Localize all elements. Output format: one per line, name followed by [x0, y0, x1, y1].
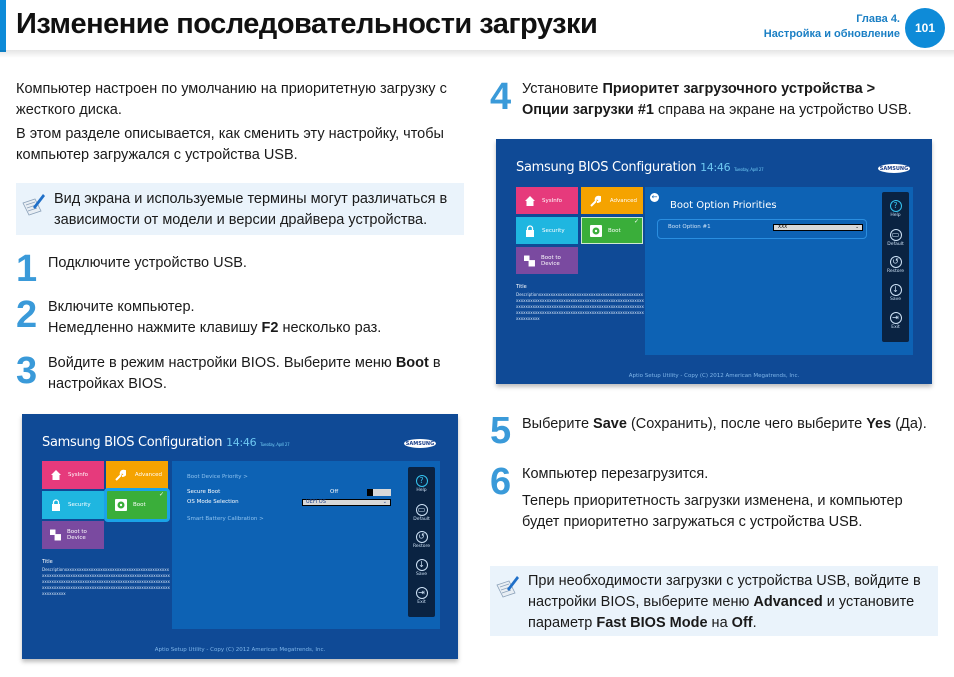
- boot-device-priority-link[interactable]: Boot Device Priority >: [187, 474, 248, 480]
- bios-description: Title Descriptionxxxxxxxxxxxxxxxxxxxxxxxxxxxxxxxxxxxxxxxxxxxxxxxxxxxxxxxxxxxxxxxxxxxxxxxxxxxxxxxxxxxxxxxxxxxxxxxxxxxxxxxxxxxxxxxxxxxxxxxxxxxxxxxxxxxxxxxxxxxxxxxxxxxxxxxxxxxxxxxxxxxxxxxxxxxxxxxxxxxxxxxxxxxxxxxxxxxxxxxxxxxxxxxxxxxxxxxx: [42, 559, 170, 596]
- bios-tile-security[interactable]: Security: [42, 491, 104, 519]
- boot-option-1-select[interactable]: XXX ⌄: [773, 224, 863, 231]
- bios-save-button[interactable]: ↓ Save: [415, 560, 428, 577]
- step-3-text: Войдите в режим настройки BIOS. Выберите меню Boot в настройках BIOS.: [48, 355, 441, 392]
- note-text: При необходимости загрузки с устройства USB, войдите в настройки BIOS, выберите меню Advanced и установите параметр Fast BIOS Mode на Off.: [528, 573, 921, 631]
- bios-tile-advanced[interactable]: Advanced: [581, 187, 643, 214]
- secure-boot-toggle[interactable]: [367, 489, 391, 496]
- chapter-title: Настройка и обновление: [763, 28, 900, 40]
- smart-battery-link[interactable]: Smart Battery Calibration >: [187, 516, 264, 522]
- bios-help-button[interactable]: ? Help: [416, 476, 427, 493]
- checkmark-icon: ✓: [158, 491, 164, 498]
- step-number: 5: [490, 410, 512, 452]
- back-arrow-icon[interactable]: ←: [651, 193, 658, 201]
- os-mode-label: OS Mode Selection: [187, 499, 239, 505]
- wrench-icon: [114, 469, 126, 481]
- boot-option-1-row[interactable]: [657, 219, 867, 239]
- save-icon: ↓: [890, 284, 902, 296]
- bios-default-button[interactable]: ▭ Default: [413, 505, 430, 522]
- bios-main-panel: [172, 461, 440, 629]
- secure-boot-value: Off: [330, 489, 339, 495]
- bios-help-button[interactable]: ? Help: [890, 201, 901, 218]
- bios-tile-advanced[interactable]: Advanced: [106, 461, 168, 489]
- step-number: 2: [16, 294, 38, 336]
- chapter-label: [764, 12, 900, 42]
- help-icon: ?: [416, 475, 428, 487]
- default-icon: ▭: [890, 229, 902, 241]
- bios-exit-button[interactable]: ⇥ Exit: [891, 313, 900, 330]
- restore-icon: ↺: [416, 531, 428, 543]
- checkmark-icon: ✓: [633, 218, 639, 225]
- device-icon: [524, 255, 535, 267]
- note-text: Вид экрана и используемые термины могут различаться в зависимости от модели и версии драйвера устройства.: [54, 191, 448, 228]
- chevron-down-icon: ⌄: [382, 499, 387, 505]
- bios-screenshot-boot: [22, 414, 458, 659]
- intro-paragraph-2: В этом разделе описывается, как сменить эту настройку, чтобы компьютер загружался с устройства USB.: [16, 126, 444, 163]
- bios-tile-sysinfo[interactable]: SysInfo: [42, 461, 104, 489]
- home-icon: [50, 469, 62, 481]
- step-number: 3: [16, 350, 38, 392]
- page-title: Изменение последовательности загрузки: [16, 8, 598, 40]
- bios-tile-security[interactable]: Security: [516, 217, 578, 244]
- help-icon: ?: [890, 200, 902, 212]
- lock-icon: [524, 225, 536, 237]
- disk-icon: [590, 225, 602, 237]
- secure-boot-label: Secure Boot: [187, 489, 221, 495]
- chapter-number: Глава 4.: [856, 13, 900, 25]
- bios-screenshot-priorities: [496, 139, 932, 384]
- bios-description: Title Descriptionxxxxxxxxxxxxxxxxxxxxxxxxxxxxxxxxxxxxxxxxxxxxxxxxxxxxxxxxxxxxxxxxxxxxxxxxxxxxxxxxxxxxxxxxxxxxxxxxxxxxxxxxxxxxxxxxxxxxxxxxxxxxxxxxxxxxxxxxxxxxxxxxxxxxxxxxxxxxxxxxxxxxxxxxxxxxxxxxxxxxxxxxxxxxxxxxxxxxxxxxxxxxxxxxxxxxxxxx: [516, 284, 644, 321]
- step-4-text: Установите Приоритет загрузочного устройства > Опции загрузки #1 справа на экране на устройство USB.: [522, 81, 912, 118]
- bios-tile-boot-selected[interactable]: Boot ✓: [104, 488, 170, 522]
- note-pencil-icon: [21, 191, 47, 217]
- step-2-text: Включите компьютер. Немедленно нажмите клавишу F2 несколько раз.: [48, 299, 382, 336]
- exit-icon: ⇥: [416, 587, 428, 599]
- step-number: 1: [16, 248, 38, 290]
- save-icon: ↓: [416, 559, 428, 571]
- samsung-logo: SAMSUNG: [879, 165, 909, 172]
- bios-sidebar: [408, 467, 435, 617]
- header-divider: [0, 50, 954, 58]
- boot-option-1-label: Boot Option #1: [668, 224, 711, 230]
- lock-icon: [50, 499, 62, 511]
- os-mode-select[interactable]: UEFI OS ⌄: [302, 499, 391, 506]
- step-6-text: Компьютер перезагрузится. Теперь приоритетность загрузки изменена, и компьютер будет приоритетно загружаться с устройства USB.: [522, 466, 903, 530]
- bios-restore-button[interactable]: ↺ Restore: [412, 532, 431, 549]
- disk-icon: [115, 499, 127, 511]
- bios-tile-boot-selected[interactable]: Boot ✓: [581, 217, 643, 244]
- restore-icon: ↺: [890, 256, 902, 268]
- page-number-badge: 101: [905, 8, 945, 48]
- default-icon: ▭: [416, 504, 428, 516]
- boot-option-priorities-heading: Boot Option Priorities: [670, 200, 777, 211]
- bios-tile-sysinfo[interactable]: SysInfo: [516, 187, 578, 214]
- chevron-down-icon: ⌄: [855, 225, 859, 230]
- note-box: [16, 183, 464, 235]
- bios-restore-button[interactable]: ↺ Restore: [886, 257, 905, 274]
- device-icon: [50, 529, 61, 541]
- step-number: 6: [490, 461, 512, 503]
- bios-default-button[interactable]: ▭ Default: [887, 230, 904, 247]
- bios-title: Samsung BIOS Configuration 14:46 Tuesday, April 27: [42, 435, 290, 450]
- home-icon: [524, 195, 536, 207]
- bios-tile-boot-to-device[interactable]: Boot to Device: [516, 247, 578, 274]
- bios-title: Samsung BIOS Configuration 14:46 Tuesday, April 27: [516, 160, 764, 175]
- note-box: [490, 566, 938, 636]
- bios-tile-boot-to-device[interactable]: Boot to Device: [42, 521, 104, 549]
- bios-sidebar: [882, 192, 909, 342]
- intro-paragraph-1: Компьютер настроен по умолчанию на приоритетную загрузку с жесткого диска.: [16, 81, 447, 118]
- bios-main-panel: [645, 187, 913, 355]
- step-1-text: Подключите устройство USB.: [48, 255, 247, 271]
- wrench-icon: [589, 195, 601, 207]
- bios-exit-button[interactable]: ⇥ Exit: [417, 588, 426, 605]
- header-accent-bar: [0, 0, 6, 52]
- exit-icon: ⇥: [890, 312, 902, 324]
- bios-save-button[interactable]: ↓ Save: [889, 285, 902, 302]
- note-pencil-icon: [495, 573, 521, 599]
- bios-footer: Aptio Setup Utility - Copy (C) 2012 American Megatrends, Inc.: [154, 647, 326, 653]
- step-number: 4: [490, 76, 512, 118]
- bios-footer: Aptio Setup Utility - Copy (C) 2012 American Megatrends, Inc.: [628, 373, 800, 379]
- samsung-logo: SAMSUNG: [405, 440, 435, 447]
- step-5-text: Выберите Save (Сохранить), после чего выберите Yes (Да).: [522, 416, 927, 432]
